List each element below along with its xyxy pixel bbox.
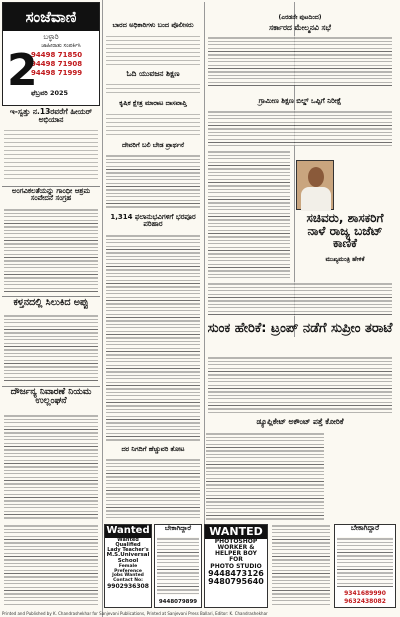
masthead-edition: ಬಳ್ಳಾರಿ — [43, 33, 59, 41]
ad1-line-1: Wanted Qualified — [115, 536, 141, 548]
story-e-swathu — [2, 108, 100, 184]
portrait-head — [308, 167, 324, 187]
col1-bottom-filler — [2, 524, 100, 608]
page-number: 2 — [7, 45, 38, 96]
masthead-phone-1: 94498 71850 — [31, 51, 83, 59]
story-niyama — [2, 388, 100, 522]
headline-phalanubhavi: 1,314 ಫಲಾನುಭವಿಗಳಿಗೆ ಭರಪೂರ ಪರಿಹಾರ — [110, 213, 196, 229]
body-feature — [208, 282, 392, 316]
ad3-phone-1: 9448473126 — [208, 569, 264, 579]
body-krishika — [106, 112, 200, 138]
body-sunka — [208, 356, 392, 414]
ad-filler-text — [270, 524, 332, 608]
ad1-line-7: Contact No: — [113, 577, 143, 583]
headline-niyama: ದೌರ್ಜನ್ಯ ನಿವಾರಣೆ ನಿಯಮ ಉಲ್ಲಂಘನೆ — [10, 387, 92, 407]
body-yuvajana — [106, 82, 200, 96]
column-rule-1 — [102, 0, 103, 617]
headline-duplicate: ಡ್ಯೂಪ್ಲಿಕೇಟ್ ಅಕೌಂಟ್ ಪತ್ತೆ ಕೋರಿಕೆ — [256, 417, 344, 426]
masthead-phone-2: 94498 71908 — [31, 60, 83, 68]
masthead-title-bar — [3, 3, 99, 31]
ad3-phone-2: 9480795640 — [208, 577, 264, 587]
body-appu — [4, 314, 98, 382]
body-dara-nigadi — [106, 458, 200, 520]
ad3-title: WANTED — [205, 525, 267, 539]
ad4-phone-1: 9341689990 — [344, 589, 386, 597]
headline-appu: ಕಳ್ತನದಲ್ಲಿ ಸಿಲುಕಿದ ಅಪ್ಪು — [13, 297, 89, 308]
ad-kannada-1 — [154, 524, 202, 608]
headline-gandhi-ashram: ಅಂಗವಿಕಲತೆಯನ್ನು ಗಾಂಧೀ ಆಶ್ರಮ ಸಂವೇದನೆ ಸಂಗ್ರಹ — [11, 187, 91, 203]
ad-kannada-2 — [334, 524, 396, 608]
story-appu — [2, 298, 100, 384]
headline-adhikarigalu: ಬಾರದ ಅಧಿಕಾರಿಗಳು ಬಂದ ಪೊಲೀಸರು — [112, 21, 194, 29]
headline-yuvajana: ಓದಿ ಯುವಜನ ಶಿಕ್ಷಣ — [126, 69, 180, 78]
portrait-photo — [296, 160, 334, 210]
ad4-body — [337, 537, 393, 587]
ad3-line-4: FOR — [229, 556, 243, 564]
body-sarkarada — [208, 36, 392, 86]
story-sunka — [206, 356, 394, 416]
column-rule-2 — [204, 2, 205, 587]
headline-dara-nigadi: ದರ ನಿಗದಿಗೆ ಹೆಚ್ಚುವರಿ ತೋಟ — [121, 445, 185, 453]
headline-grameena: ಗ್ರಾಮೀಣ ಶಿಕ್ಷಣ ಬಿಲ್ಡ್ ಒಪ್ಪಿಗೆ ನಿರೀಕ್ಷೆ — [258, 97, 342, 105]
body-gandhi-ashram — [4, 208, 98, 292]
ad-filler-body — [272, 524, 330, 606]
story-dara-nigadi — [104, 446, 202, 522]
ad4-phone-2: 9632438082 — [344, 597, 386, 605]
masthead-date: ಫೆಬ್ರವರಿ 2025 — [31, 89, 69, 97]
left-sub-column — [206, 150, 292, 282]
body-e-swathu — [4, 128, 98, 182]
masthead-phone-3: 94498 71999 — [31, 69, 83, 77]
story-devarige — [104, 142, 202, 212]
body-niyama — [4, 414, 98, 520]
ad2-title: ಬೇಕಾಗಿದ್ದಾರೆ — [164, 524, 192, 532]
col1-bottom-body — [4, 524, 98, 606]
story-gandhi-ashram — [2, 188, 100, 294]
feature-headline-box — [336, 164, 394, 208]
ad1-line-2: Lady Teacher's — [107, 547, 149, 553]
body-devarige — [106, 154, 200, 210]
ad2-body — [157, 537, 199, 595]
story-grameena — [206, 98, 394, 148]
story-yuvajana — [104, 70, 202, 98]
feature-body — [206, 282, 394, 318]
headline-e-swathu: ಇ-ಸ್ವತ್ತು ನ.13ರವರೆಗೆ ಹೀಯರ್ ಅಭಿಯಾನ — [9, 107, 93, 124]
ad1-line-6: Jobs Wanted — [112, 573, 144, 579]
body-sub-column — [208, 150, 290, 280]
masthead — [2, 2, 100, 106]
portrait-shirt — [301, 187, 331, 211]
ad-wanted-teacher — [104, 524, 152, 608]
ad3-line-2: WORKER & — [217, 543, 255, 551]
ad3-line-3: HELPER BOY — [215, 550, 257, 558]
feature-headline: ಸಚಿವರು, ಶಾಸಕರಿಗೆ ನಾಳೆ ರಾಜ್ಯ ಬಜೆಟ್ ಕಾಣಿಕೆ — [306, 211, 384, 251]
ad-wanted-photoshop — [204, 524, 268, 608]
body-adhikarigalu — [106, 34, 200, 66]
headline-sunka: ಸುಂಕ ಹೇರಿಕೆ: ಟ್ರಂಪ್ ನಡೆಗೆ ಸುಪ್ರೀಂ ತರಾಟೆ — [207, 321, 393, 336]
feature-subhead: ಮುಖ್ಯಮಂತ್ರಿ ಹೇಳಿಕೆ — [325, 256, 365, 263]
ad1-line-3: M.S.Universal — [106, 552, 150, 559]
contact-label: ಜಾಹೀರಾತು ಸಂಪರ್ಕಿಸಿ — [41, 43, 81, 49]
headline-devarige: ದೇವರಿಗೆ ಬಲಿ ಬೇಡ ಪ್ರಾರ್ಥನೆ — [122, 141, 184, 149]
ad2-phone: 9448079899 — [158, 599, 198, 606]
footer-imprint: Printed and Published by K. Chandrashekhar for Sanjevani Publications, Printed at Sanjevani Press Ballari, Editor: K. Chandrashekhar — [2, 611, 268, 616]
headline-sarkarada: ಸರ್ಕಾರದ ಮೇಲ್ಮನವಿ ಸಭೆ — [269, 23, 331, 32]
story-adhikarigalu — [104, 22, 202, 68]
ad3-line-1: PHOTOSHOP — [214, 537, 258, 545]
ad1-phone: 9902936308 — [107, 582, 149, 590]
body-duplicate — [206, 432, 324, 520]
headline-krishika: ಕೃಷಿಕ ಕ್ಷೇತ್ರ ಮಾರಾಟ ದಾಸವಾಪ್ತಿ — [119, 99, 187, 107]
ad1-title: Wanted — [106, 525, 150, 536]
body-phalanubhavi — [106, 234, 200, 442]
story-phalanubhavi — [104, 214, 202, 444]
masthead-title: ಸಂಜೆವಾಣಿ — [25, 8, 77, 26]
body-grameena — [208, 110, 392, 146]
story-duplicate — [206, 418, 394, 522]
story-krishika — [104, 100, 202, 140]
ad1-line-5: Female Preference — [114, 563, 142, 574]
story-sarkarada — [206, 24, 394, 88]
ad1-line-4: School — [117, 558, 139, 565]
ad4-title: ಬೇಕಾಗಿದ್ದಾರೆ — [350, 524, 380, 532]
ad3-line-5: PHOTO STUDIO — [210, 562, 262, 570]
continued-label: (ಎರಡನೇ ಪುಟದಿಂದ) — [278, 14, 322, 21]
